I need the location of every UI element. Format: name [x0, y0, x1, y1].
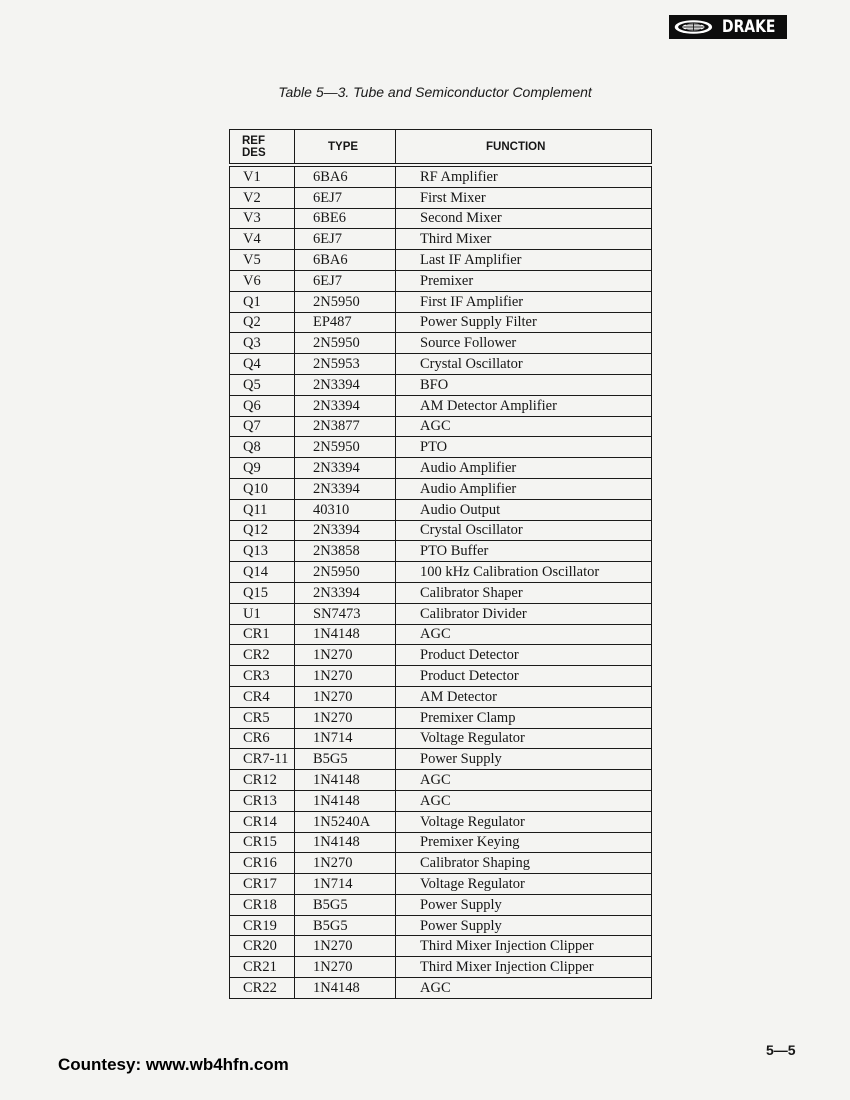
type-cell: 2N3858 — [295, 541, 396, 562]
type-cell: 1N714 — [295, 728, 396, 749]
ref-cell: Q8 — [230, 437, 295, 458]
function-cell: Source Follower — [396, 333, 652, 354]
ref-cell: CR6 — [230, 728, 295, 749]
table-row — [230, 749, 652, 770]
function-cell: Audio Amplifier — [396, 478, 652, 499]
function-cell: Voltage Regulator — [396, 728, 652, 749]
table-row — [230, 853, 652, 874]
function-cell: AM Detector — [396, 686, 652, 707]
table-row — [230, 437, 652, 458]
table-row — [230, 728, 652, 749]
ref-cell: CR5 — [230, 707, 295, 728]
ref-cell: CR16 — [230, 853, 295, 874]
function-cell: Voltage Regulator — [396, 874, 652, 895]
table-row — [230, 894, 652, 915]
table-row — [230, 187, 652, 208]
table-row — [230, 291, 652, 312]
table-row — [230, 666, 652, 687]
function-cell: RF Amplifier — [396, 165, 652, 187]
type-cell: 2N5950 — [295, 562, 396, 583]
ref-cell: CR13 — [230, 790, 295, 811]
component-table — [229, 129, 652, 999]
header-ref-line2: DES — [242, 146, 266, 159]
ref-cell: V4 — [230, 229, 295, 250]
type-cell: 1N270 — [295, 936, 396, 957]
ref-cell: Q9 — [230, 458, 295, 479]
function-cell: Third Mixer Injection Clipper — [396, 957, 652, 978]
table-row — [230, 582, 652, 603]
type-cell: 1N714 — [295, 874, 396, 895]
table-row — [230, 333, 652, 354]
table-row — [230, 270, 652, 291]
ref-cell: Q14 — [230, 562, 295, 583]
function-cell: Premixer Keying — [396, 832, 652, 853]
function-cell: AM Detector Amplifier — [396, 395, 652, 416]
drake-emblem-icon — [673, 18, 714, 36]
table-row — [230, 957, 652, 978]
ref-cell: Q7 — [230, 416, 295, 437]
table-row — [230, 915, 652, 936]
type-cell: 6EJ7 — [295, 270, 396, 291]
type-cell: 1N5240A — [295, 811, 396, 832]
ref-cell: Q11 — [230, 499, 295, 520]
function-cell: 100 kHz Calibration Oscillator — [396, 562, 652, 583]
ref-cell: CR4 — [230, 686, 295, 707]
function-cell: BFO — [396, 374, 652, 395]
function-cell: AGC — [396, 416, 652, 437]
type-cell: 6BA6 — [295, 250, 396, 271]
table-row — [230, 811, 652, 832]
function-cell: Crystal Oscillator — [396, 354, 652, 375]
type-cell: 1N270 — [295, 666, 396, 687]
type-cell: 1N270 — [295, 957, 396, 978]
type-cell: 2N5953 — [295, 354, 396, 375]
function-cell: Second Mixer — [396, 208, 652, 229]
type-cell: EP487 — [295, 312, 396, 333]
function-cell: Third Mixer — [396, 229, 652, 250]
table-row — [230, 832, 652, 853]
page-number: 5—5 — [766, 1042, 796, 1058]
function-cell: Calibrator Shaper — [396, 582, 652, 603]
table-row — [230, 562, 652, 583]
function-cell: Premixer — [396, 270, 652, 291]
table-row — [230, 208, 652, 229]
function-cell: AGC — [396, 790, 652, 811]
table-row — [230, 458, 652, 479]
function-cell: PTO — [396, 437, 652, 458]
function-cell: Power Supply — [396, 915, 652, 936]
function-cell: Power Supply Filter — [396, 312, 652, 333]
type-cell: 2N5950 — [295, 437, 396, 458]
ref-cell: V3 — [230, 208, 295, 229]
function-cell: Product Detector — [396, 645, 652, 666]
table-row — [230, 541, 652, 562]
table-row — [230, 250, 652, 271]
function-cell: Calibrator Shaping — [396, 853, 652, 874]
table-row — [230, 312, 652, 333]
table-caption: Table 5—3. Tube and Semiconductor Complement — [278, 84, 592, 100]
function-cell: Third Mixer Injection Clipper — [396, 936, 652, 957]
function-cell: AGC — [396, 978, 652, 999]
ref-cell: U1 — [230, 603, 295, 624]
table-row — [230, 645, 652, 666]
ref-cell: V5 — [230, 250, 295, 271]
header-type: TYPE — [295, 130, 396, 166]
ref-cell: Q3 — [230, 333, 295, 354]
table-row — [230, 790, 652, 811]
ref-cell: Q12 — [230, 520, 295, 541]
table-row — [230, 624, 652, 645]
ref-cell: Q2 — [230, 312, 295, 333]
table-row — [230, 603, 652, 624]
ref-cell: CR3 — [230, 666, 295, 687]
function-cell: Premixer Clamp — [396, 707, 652, 728]
type-cell: 6EJ7 — [295, 187, 396, 208]
table-row — [230, 165, 652, 187]
ref-cell: CR17 — [230, 874, 295, 895]
table-row — [230, 395, 652, 416]
function-cell: PTO Buffer — [396, 541, 652, 562]
type-cell: 2N3877 — [295, 416, 396, 437]
ref-cell: Q1 — [230, 291, 295, 312]
table-row — [230, 770, 652, 791]
ref-cell: CR18 — [230, 894, 295, 915]
type-cell: 2N5950 — [295, 333, 396, 354]
ref-cell: CR22 — [230, 978, 295, 999]
function-cell: Product Detector — [396, 666, 652, 687]
ref-cell: CR19 — [230, 915, 295, 936]
function-cell: Voltage Regulator — [396, 811, 652, 832]
type-cell: 1N4148 — [295, 978, 396, 999]
table-row — [230, 520, 652, 541]
type-cell: 1N4148 — [295, 770, 396, 791]
ref-cell: V2 — [230, 187, 295, 208]
drake-logo — [669, 15, 787, 39]
table-row — [230, 229, 652, 250]
type-cell: 6EJ7 — [295, 229, 396, 250]
table-row — [230, 416, 652, 437]
function-cell: Power Supply — [396, 894, 652, 915]
table-row — [230, 374, 652, 395]
type-cell: 6BA6 — [295, 165, 396, 187]
type-cell: 2N3394 — [295, 395, 396, 416]
ref-cell: CR21 — [230, 957, 295, 978]
ref-cell: CR1 — [230, 624, 295, 645]
function-cell: Calibrator Divider — [396, 603, 652, 624]
function-cell: Audio Amplifier — [396, 458, 652, 479]
table-header-row — [230, 130, 652, 166]
type-cell: 1N270 — [295, 686, 396, 707]
ref-cell: Q5 — [230, 374, 295, 395]
ref-cell: V1 — [230, 165, 295, 187]
type-cell: B5G5 — [295, 749, 396, 770]
type-cell: B5G5 — [295, 894, 396, 915]
ref-cell: Q15 — [230, 582, 295, 603]
type-cell: SN7473 — [295, 603, 396, 624]
type-cell: B5G5 — [295, 915, 396, 936]
ref-cell: Q13 — [230, 541, 295, 562]
function-cell: AGC — [396, 624, 652, 645]
component-table-container — [229, 129, 651, 999]
ref-cell: V6 — [230, 270, 295, 291]
type-cell: 40310 — [295, 499, 396, 520]
type-cell: 2N3394 — [295, 458, 396, 479]
ref-cell: CR7-11 — [230, 749, 295, 770]
ref-cell: CR14 — [230, 811, 295, 832]
ref-cell: CR12 — [230, 770, 295, 791]
type-cell: 2N5950 — [295, 291, 396, 312]
table-row — [230, 354, 652, 375]
type-cell: 1N270 — [295, 645, 396, 666]
ref-cell: Q10 — [230, 478, 295, 499]
ref-cell: CR15 — [230, 832, 295, 853]
function-cell: Audio Output — [396, 499, 652, 520]
table-row — [230, 499, 652, 520]
header-ref-des — [230, 130, 295, 166]
courtesy-line: Countesy: www.wb4hfn.com — [58, 1055, 289, 1074]
table-row — [230, 478, 652, 499]
type-cell: 2N3394 — [295, 520, 396, 541]
function-cell: First Mixer — [396, 187, 652, 208]
ref-cell: Q4 — [230, 354, 295, 375]
ref-cell: Q6 — [230, 395, 295, 416]
table-row — [230, 707, 652, 728]
drake-logo-text: DRAKE — [721, 17, 776, 37]
type-cell: 1N270 — [295, 853, 396, 874]
type-cell: 1N270 — [295, 707, 396, 728]
ref-cell: CR20 — [230, 936, 295, 957]
function-cell: Power Supply — [396, 749, 652, 770]
type-cell: 6BE6 — [295, 208, 396, 229]
type-cell: 2N3394 — [295, 374, 396, 395]
header-function: FUNCTION — [396, 130, 652, 166]
type-cell: 2N3394 — [295, 478, 396, 499]
type-cell: 2N3394 — [295, 582, 396, 603]
type-cell: 1N4148 — [295, 790, 396, 811]
header-ref-line1: REF — [242, 134, 265, 147]
table-body — [230, 165, 652, 998]
table-row — [230, 978, 652, 999]
function-cell: Crystal Oscillator — [396, 520, 652, 541]
table-row — [230, 936, 652, 957]
ref-cell: CR2 — [230, 645, 295, 666]
table-row — [230, 874, 652, 895]
type-cell: 1N4148 — [295, 624, 396, 645]
table-row — [230, 686, 652, 707]
type-cell: 1N4148 — [295, 832, 396, 853]
function-cell: Last IF Amplifier — [396, 250, 652, 271]
function-cell: AGC — [396, 770, 652, 791]
function-cell: First IF Amplifier — [396, 291, 652, 312]
